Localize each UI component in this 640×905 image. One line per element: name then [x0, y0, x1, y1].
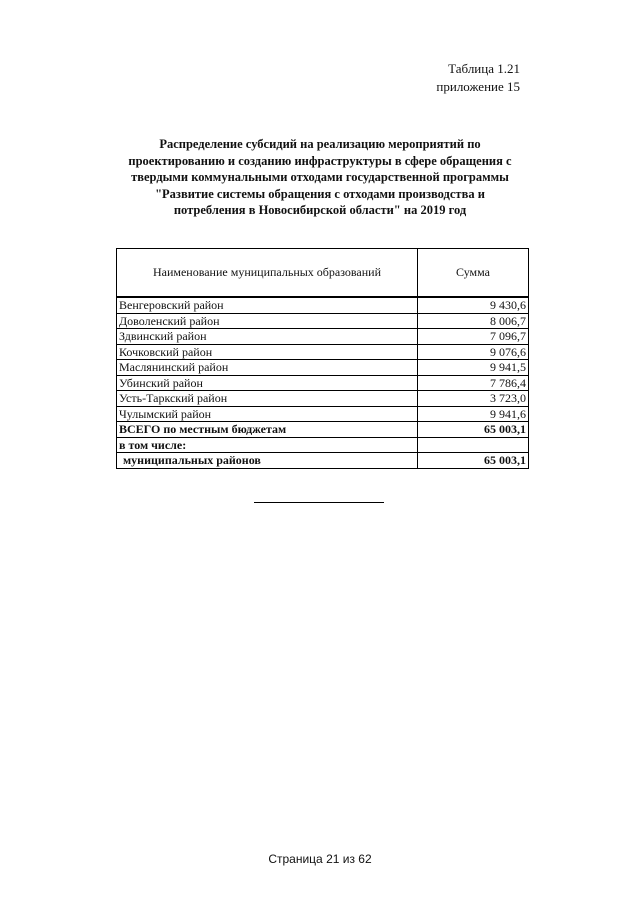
- header-note: [436, 60, 520, 96]
- table-row: [117, 391, 529, 407]
- row-name: Здвинский район: [117, 329, 418, 345]
- column-header-name: Наименование муниципальных образований: [117, 249, 418, 298]
- table-row: [117, 406, 529, 422]
- total-value: 65 003,1: [418, 422, 529, 438]
- document-title: [120, 136, 520, 219]
- title-line: потребления в Новосибирской области" на 2019 год: [173, 203, 467, 217]
- row-value: 7 096,7: [418, 329, 529, 345]
- table-header-row: [117, 249, 529, 298]
- table-row: [117, 375, 529, 391]
- row-value: 3 723,0: [418, 391, 529, 407]
- title-line: проектированию и созданию инфраструктуры в сфере обращения с: [128, 153, 512, 168]
- row-name: Венгеровский район: [117, 297, 418, 313]
- column-header-sum: Сумма: [418, 249, 529, 298]
- row-name: Чулымский район: [117, 406, 418, 422]
- total-row: [117, 422, 529, 438]
- municipal-row: [117, 453, 529, 469]
- row-value: 9 941,5: [418, 360, 529, 376]
- row-name: Убинский район: [117, 375, 418, 391]
- table-row: [117, 313, 529, 329]
- including-value: [418, 437, 529, 453]
- title-line: "Развитие системы обращения с отходами производства и: [155, 186, 485, 201]
- row-value: 9 430,6: [418, 297, 529, 313]
- row-name: Маслянинский район: [117, 360, 418, 376]
- page-footer: Страница 21 из 62: [268, 852, 372, 866]
- table-row: [117, 360, 529, 376]
- row-value: 7 786,4: [418, 375, 529, 391]
- subsidy-table: [116, 248, 529, 469]
- including-label: в том числе:: [117, 437, 418, 453]
- row-value: 9 941,6: [418, 406, 529, 422]
- table-number: Таблица 1.21: [448, 61, 520, 76]
- total-label: ВСЕГО по местным бюджетам: [117, 422, 418, 438]
- row-name: Усть-Таркский район: [117, 391, 418, 407]
- including-row: [117, 437, 529, 453]
- title-line: Распределение субсидий на реализацию мероприятий по: [159, 137, 481, 151]
- table-row: [117, 297, 529, 313]
- row-value: 8 006,7: [418, 313, 529, 329]
- title-line: твердыми коммунальными отходами государственной программы: [131, 170, 509, 184]
- table-row: [117, 344, 529, 360]
- municipal-label: муниципальных районов: [117, 453, 418, 469]
- municipal-value: 65 003,1: [418, 453, 529, 469]
- end-divider: [254, 502, 384, 503]
- row-name: Доволенский район: [117, 313, 418, 329]
- table-row: [117, 329, 529, 345]
- appendix-label: приложение 15: [436, 79, 520, 94]
- row-value: 9 076,6: [418, 344, 529, 360]
- row-name: Кочковский район: [117, 344, 418, 360]
